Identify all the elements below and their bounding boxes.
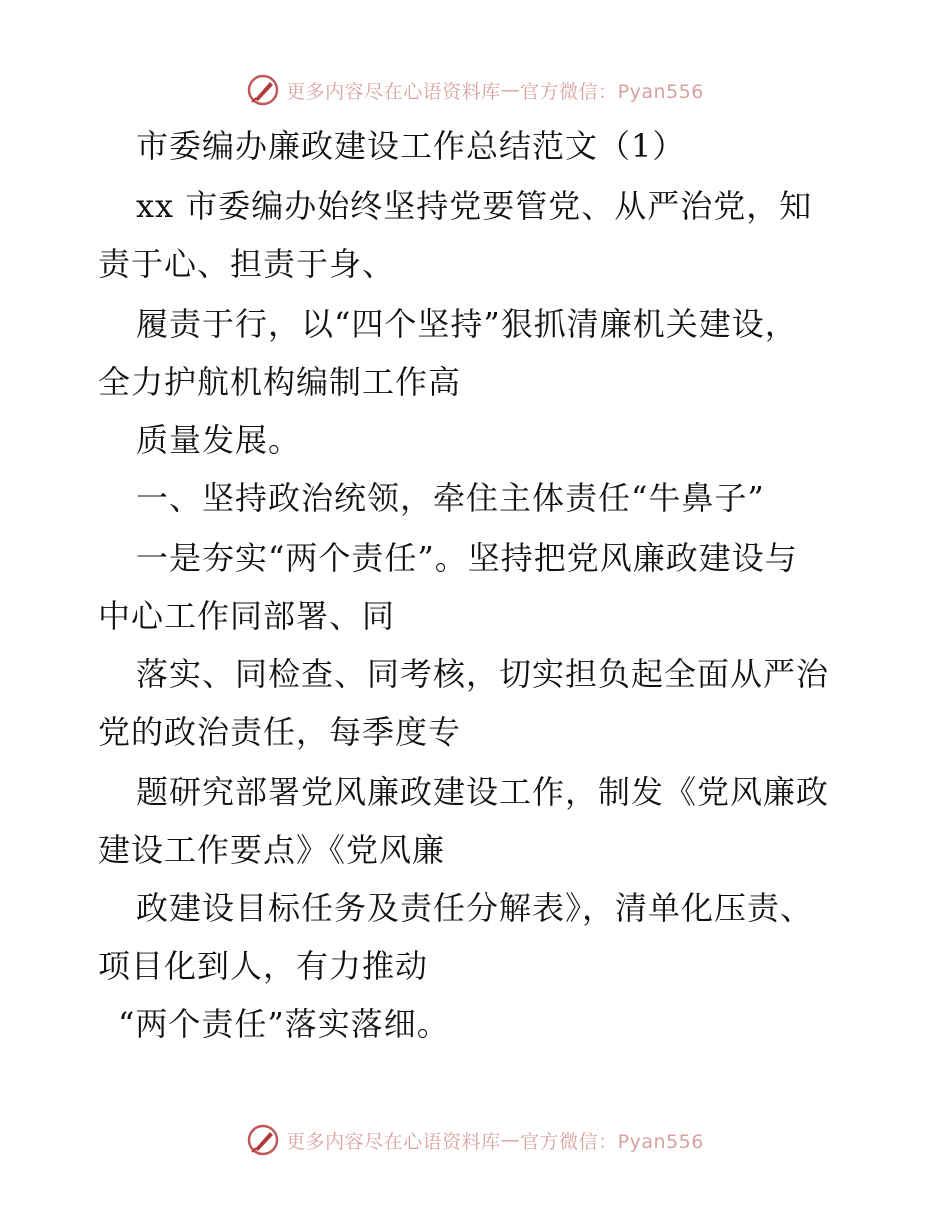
watermark-contact: 官方微信：Pyan556 — [520, 1130, 704, 1153]
paragraph-line: 质量发展。 — [136, 421, 302, 459]
quill-logo-icon — [246, 1123, 280, 1157]
watermark-contact: 官方微信：Pyan556 — [520, 80, 704, 103]
section-heading: 一、坚持政治统领，牵住主体责任“牛鼻子” — [136, 479, 765, 517]
paragraph-line: 建设工作要点》《党风廉 — [98, 831, 446, 869]
watermark-dash: — — [500, 79, 521, 101]
paragraph-line: 题研究部署党风廉政建设工作，制发《党风廉政 — [136, 773, 830, 811]
quill-logo-icon — [246, 73, 280, 107]
watermark-dash: — — [500, 1129, 521, 1151]
paragraph-line: 一是夯实“两个责任”。坚持把党风廉政建设与 — [136, 539, 798, 577]
paragraph-line: 全力护航机构编制工作高 — [98, 363, 462, 401]
watermark-brand: 更多内容尽在心语资料库 — [286, 1130, 501, 1153]
paragraph-line: 项目化到人，有力推动 — [98, 947, 429, 985]
paragraph-line: 中心工作同部署、同 — [98, 597, 396, 635]
paragraph-line: 落实、同检查、同考核，切实担负起全面从严治 — [136, 655, 830, 693]
paragraph-line: xx 市委编办始终坚持党要管党、从严治党，知 — [136, 187, 813, 225]
document-title: 市委编办廉政建设工作总结范文（1） — [136, 127, 686, 165]
watermark-brand: 更多内容尽在心语资料库 — [286, 80, 501, 103]
paragraph-line: “两个责任”落实落细。 — [118, 1005, 450, 1043]
paragraph-line: 履责于行，以“四个坚持”狠抓清廉机关建设， — [136, 305, 798, 343]
paragraph-line: 政建设目标任务及责任分解表》，清单化压责、 — [136, 889, 814, 927]
paragraph-line: 责于心、担责于身、 — [98, 245, 396, 283]
footer-watermark — [0, 1120, 950, 1160]
header-watermark — [0, 70, 950, 110]
paragraph-line: 党的政治责任，每季度专 — [98, 713, 462, 751]
